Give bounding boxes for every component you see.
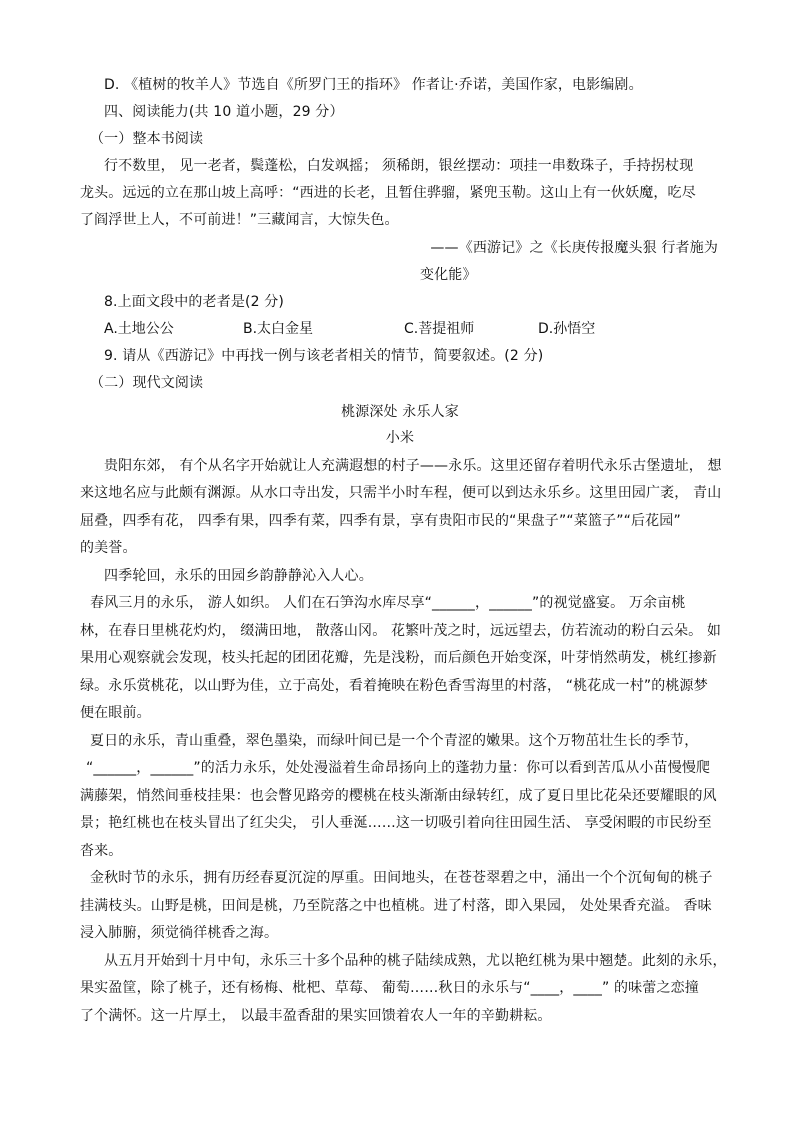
article-line: 夏日的永乐，青山重叠，翠色墨染，而绿叶间已是一个个青涩的嫩果。这个万物茁壮生长的季节， [90, 733, 699, 749]
article-line: 屈叠，四季有花， 四季有果，四季有菜，四季有景，享有贵阳市民的“果盘子”“菜篮子”“后花园” [80, 513, 681, 529]
article-line: 满藤架，悄然间垂枝挂果：也会瞥见路旁的樱桃在枝头渐渐由绿转红，成了夏日里比花朵还要耀眼的风 [80, 788, 717, 804]
passage-source: ——《西游记》之《长庚传报魔头狠 行者施为 [430, 240, 718, 256]
article-line: 林，在春日里桃花灼灼， 缀满田地， 散落山冈。 花繁叶茂之时，远远望去，仿若流动的粉白云朵。 如 [80, 623, 721, 639]
article-line: 春风三月的永乐， 游人如织。 人们在石笋沟水库尽享“______，______”的视觉盛宴。 万余亩桃 [90, 595, 686, 611]
article-line: 果实盈筐，除了桃子，还有杨梅、枇杷、草莓、 葡萄……秋日的永乐与“____，____” 的味蕾之恋撞 [80, 980, 699, 996]
question-9: 9. 请从《西游记》中再找一例与该老者相关的情节，简要叙述。(2 分) [104, 348, 544, 364]
article-line: 浸入肺腑，须觉徜徉桃香之海。 [80, 925, 279, 941]
article-line: 果用心观察就会发现，枝头托起的团团花瓣，先是浅粉，而后颜色开始变深，叶芽悄然萌发，桃红掺新 [80, 650, 717, 666]
article-line: 金秋时节的永乐，拥有历经春夏沉淀的厚重。田间地头，在苍苍翠碧之中，涌出一个个沉甸甸的桃子 [90, 870, 713, 886]
passage-line: 龙头。远远的立在那山坡上高呼：“西进的长老，且暂住骅骝，紧兜玉勒。这山上有一伙妖魔，吃尽 [80, 185, 696, 201]
section-heading-reading: 四、阅读能力(共 10 道小题，29 分） [104, 104, 344, 120]
article-line: 沓来。 [80, 843, 123, 859]
article-line: “______，______”的活力永乐，处处漫溢着生命昂扬向上的蓬勃力量：你可以看到苦瓜从小苗慢慢爬 [86, 760, 711, 776]
article-author: 小米 [385, 430, 415, 446]
article-line: 景；艳红桃也在枝头冒出了红尖尖， 引人垂涎……这一切吸引着向往田园生活、 享受闲暇的市民纷至 [80, 815, 712, 831]
passage-line: 行不数里， 见一老者，鬓蓬松，白发飒摇； 须稀朗，银丝摆动：项挂一串数珠子，手持拐杖现 [104, 158, 694, 174]
article-line: 挂满枝头。山野是桃，田间是桃，乃至院落之中也植桃。进了村落，即入果园， 处处果香充溢。 香味 [80, 898, 712, 914]
article-title: 桃源深处 永乐人家 [341, 404, 459, 420]
subsection-heading-whole-book: （一）整本书阅读 [90, 131, 204, 147]
article-line: 从五月开始到十月中旬，永乐三十多个品种的桃子陆续成熟，尤以艳红桃为果中翘楚。此刻的永乐， [104, 953, 727, 969]
option-d-statement: D. 《植树的牧羊人》节选自《所罗门王的指环》 作者让·乔诺，美国作家，电影编剧。 [104, 77, 643, 93]
question-8-option-a: A.土地公公 [104, 321, 174, 337]
article-line: 四季轮回，永乐的田园乡韵静静沁入人心。 [104, 568, 373, 584]
question-8-option-b: B.太白金星 [243, 321, 314, 337]
question-8: 8.上面文段中的老者是(2 分) [104, 294, 285, 310]
passage-line: 了阎浮世上人，不可前进！”三藏闻言，大惊失色。 [80, 212, 399, 228]
article-line: 绿。永乐赏桃花，以山野为佳，立于高处，看着掩映在粉色香雪海里的村落， “桃花成一村”的桃源梦 [80, 678, 708, 694]
question-8-option-c: C.菩提祖师 [404, 321, 475, 337]
article-line: 的美誉。 [80, 540, 137, 556]
article-line: 了个满怀。这一片厚土， 以最丰盈香甜的果实回馈着农人一年的辛勤耕耘。 [80, 1008, 552, 1024]
passage-source-cont: 变化能》 [420, 267, 477, 283]
article-line: 贵阳东郊， 有个从名字开始就让人充满遐想的村子——永乐。这里还留存着明代永乐古堡遗址， 想 [104, 458, 722, 474]
question-8-option-d: D.孙悟空 [538, 321, 596, 337]
article-line: 来这地名应与此颇有渊源。从水口寺出发，只需半小时车程，便可以到达永乐乡。这里田园广袤， 青山 [80, 485, 722, 501]
article-line: 便在眼前。 [80, 705, 151, 721]
subsection-heading-modern: （二）现代文阅读 [90, 375, 204, 391]
